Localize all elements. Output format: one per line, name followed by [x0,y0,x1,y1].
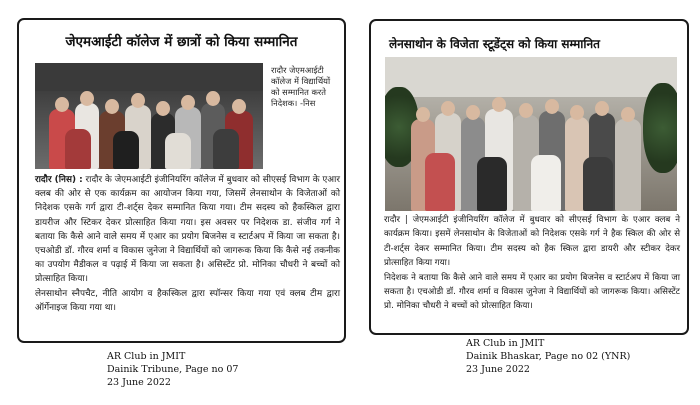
article-paragraph: निदेशक ने बताया कि कैसे आने वाले समय में एआर का प्रयोग बिजनेस व स्टार्टअप में किया जा सकता है। एचओडी डॉ. गौरव शर्मा व विकास जुनेजा ने विद्यार्थियों को जागरूक किया। असिस्टेंट प्रो. मोनिका चौधरी ने बच्चों को प्रोत्साहित किया। [384,272,680,312]
source-publication: Dainik Tribune, Page no 07 [107,364,239,375]
headline-right: लेनसाथोन के विजेता स्टूडेंट्स को किया सम्मानित [389,37,600,51]
source-title: AR Club in JMIT [466,338,545,349]
group-photo-right [385,57,677,211]
source-publication: Dainik Bhaskar, Page no 02 (YNR) [466,351,631,362]
newspaper-clipping-left [17,18,346,343]
headline-left: जेएमआईटी कॉलेज में छात्रों को किया सम्मानित [65,34,298,50]
newspaper-clipping-right [369,19,689,335]
source-label-left [107,350,238,389]
article-paragraph-text: रादौर के जेएमआईटी इंजीनियरिंग कॉलेज में बुधवार को सीएसई विभाग के एआर क्लब की ओर से एक कार्यक्रम का आयोजन किया गया, जिसमें लेनसाथोन के विजेताओं को निदेशक एसके गर्ग द्वारा टी-शर्ट्स देकर सम्मानित किया गया। टीम सदस्य को हैकस्किल द्वारा डायरीज और स्टिकर देकर प्रोत्साहित किया गया। इस अवसर पर निदेशक डा. संजीव गर्ग ने बताया कि कैसे आने वाले समय में एआर का प्रयोग बिजनेस व स्टार्टअप में किया जा सकता है। एचओडी डॉ. गौरव शर्मा व विकास जुनेजा ने विद्यार्थियों को जागरूक किया कि कैसे नई तकनीक का उपयोग मैडीकल व पढ़ाई में किया जा सकता है। असिस्टेंट प्रो. मोनिका चौधरी ने बच्चों को प्रोत्साहित किया। [35,175,340,285]
source-label-right [466,337,630,376]
group-photo-left [35,63,263,169]
photo-caption-left: रादौर जेएमआईटी कॉलेज में विद्यार्थियों को सम्मानित करते निदेशक। -निस [271,65,331,108]
article-paragraph: रादौर | जेएमआईटी इंजीनियरिंग कॉलेज में बुधवार को सीएसई विभाग के एआर क्लब ने कार्यक्रम किया। इसमें लेनसाथोन के विजेताओं को निदेशक एसके गर्ग ने हैक स्किल की ओर से टी-शर्ट्स देकर सम्मानित किया। टीम सदस्य को हैक स्किल द्वारा डायरी और स्टीकर देकर प्रोत्साहित किया गया। [384,215,680,269]
article-body-left [35,173,340,315]
article-paragraph [35,173,340,287]
source-date: 23 June 2022 [107,377,171,388]
source-date: 23 June 2022 [466,364,530,375]
article-body-right [384,213,680,314]
source-title: AR Club in JMIT [107,351,186,362]
dateline: रादौर (निस) : [35,175,83,185]
article-paragraph: लेनसाथोन स्नैपचैट, नीति आयोग व हैकस्किल द्वारा स्पॉन्सर किया गया एवं क्लब टीम द्वारा ऑर्गेनाइज किया गया था। [35,288,340,313]
